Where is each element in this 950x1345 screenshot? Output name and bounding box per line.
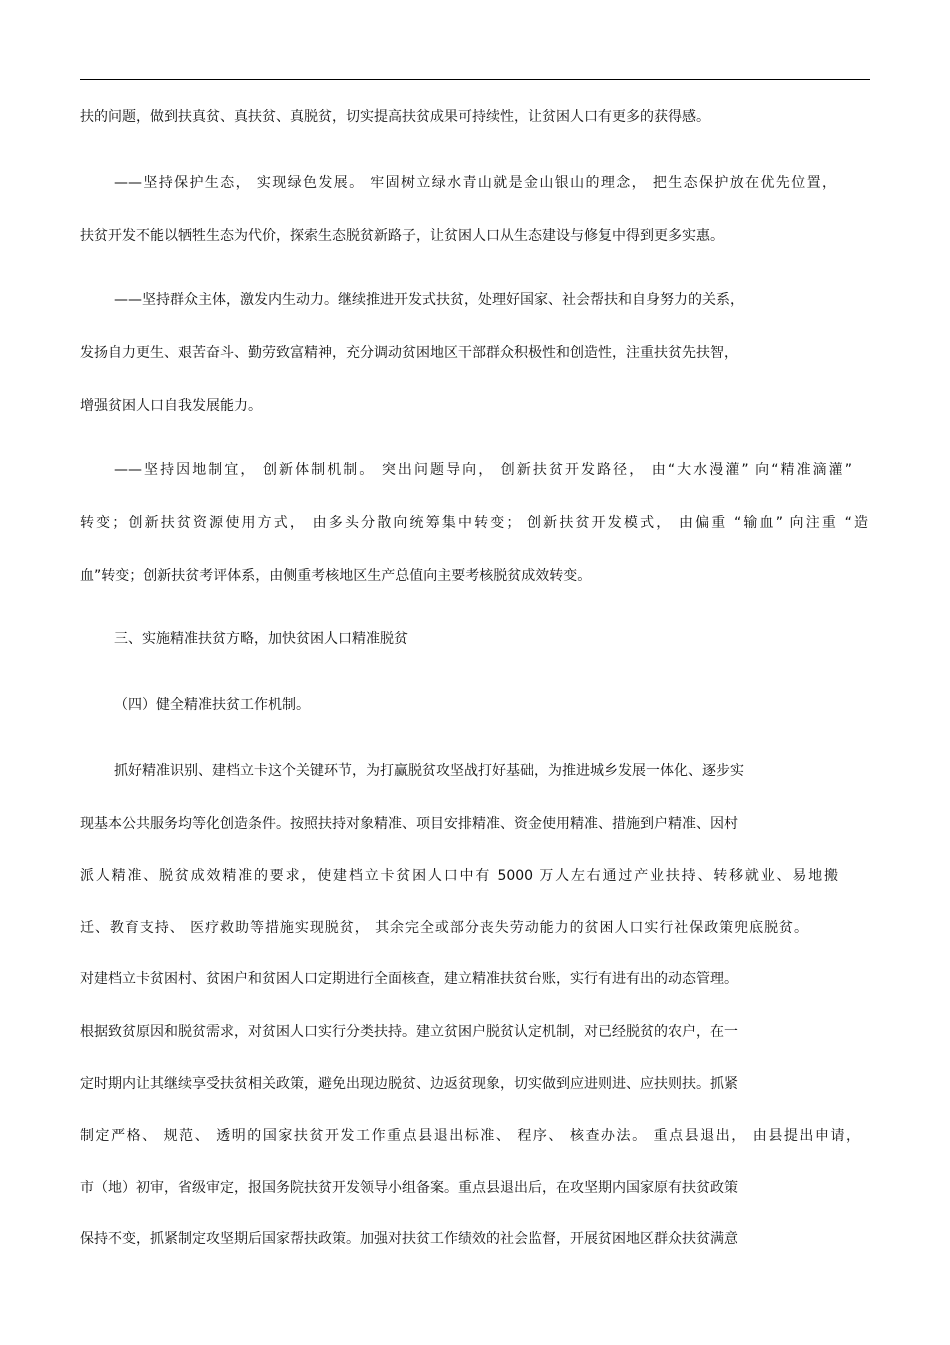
text-line-12: 抓好精准识别、建档立卡这个关键环节，为打赢脱贫攻坚战打好基础，为推进城乡发展一体化、逐步实 (114, 763, 744, 779)
section-heading: 三、实施精准扶贫方略，加快贫困人口精准脱贫 (114, 631, 408, 647)
subsection-heading: （四）健全精准扶贫工作机制。 (114, 697, 310, 713)
text-line-5: 发扬自力更生、艰苦奋斗、勤劳致富精神，充分调动贫困地区干部群众积极性和创造性，注重扶贫先扶智， (80, 345, 738, 361)
text-line-13: 现基本公共服务均等化创造条件。按照扶持对象精准、项目安排精准、资金使用精准、措施到户精准、因村 (80, 816, 738, 832)
text-line-18: 定时期内让其继续享受扶贫相关政策，避免出现边脱贫、边返贫现象，切实做到应进则进、应扶则扶。抓紧 (80, 1076, 738, 1092)
header-rule (80, 79, 870, 80)
text-line-1: 扶的问题，做到扶真贫、真扶贫、真脱贫，切实提高扶贫成果可持续性，让贫困人口有更多的获得感。 (80, 109, 710, 125)
text-line-21: 保持不变，抓紧制定攻坚期后国家帮扶政策。加强对扶贫工作绩效的社会监督，开展贫困地区群众扶贫满意 (80, 1231, 738, 1247)
text-line-3: 扶贫开发不能以牺牲生态为代价，探索生态脱贫新路子，让贫困人口从生态建设与修复中得到更多实惠。 (80, 228, 724, 244)
text-line-14: 派人精准、脱贫成效精准的要求，使建档立卡贫困人口中有 5000 万人左右通过产业扶持、转移就业、易地搬 (80, 868, 838, 884)
text-line-7: ——坚持因地制宜， 创新体制机制。 突出问题导向， 创新扶贫开发路径， 由“大水漫灌” 向“精准滴灌” (114, 462, 852, 478)
text-line-15: 迁、教育支持、 医疗救助等措施实现脱贫， 其余完全或部分丧失劳动能力的贫困人口实行社保政策兜底脱贫。 (80, 920, 808, 936)
text-line-8: 转变；创新扶贫资源使用方式， 由多头分散向统筹集中转变； 创新扶贫开发模式， 由偏重 “输血” 向注重 “造 (80, 515, 868, 531)
text-line-20: 市（地）初审，省级审定，报国务院扶贫开发领导小组备案。重点县退出后，在攻坚期内国家原有扶贫政策 (80, 1180, 738, 1196)
text-line-2: ——坚持保护生态， 实现绿色发展。 牢固树立绿水青山就是金山银山的理念， 把生态保护放在优先位置， (114, 175, 836, 191)
text-line-17: 根据致贫原因和脱贫需求，对贫困人口实行分类扶持。建立贫困户脱贫认定机制，对已经脱贫的农户，在一 (80, 1024, 738, 1040)
text-line-6: 增强贫困人口自我发展能力。 (80, 398, 262, 414)
text-line-9: 血”转变；创新扶贫考评体系，由侧重考核地区生产总值向主要考核脱贫成效转变。 (80, 568, 592, 584)
text-line-16: 对建档立卡贫困村、贫困户和贫困人口定期进行全面核查，建立精准扶贫台账，实行有进有出的动态管理。 (80, 971, 738, 987)
text-line-4: ——坚持群众主体，激发内生动力。继续推进开发式扶贫，处理好国家、社会帮扶和自身努力的关系， (114, 292, 744, 308)
text-line-19: 制定严格、 规范、 透明的国家扶贫开发工作重点县退出标准、 程序、 核查办法。 重点县退出， 由县提出申请， (80, 1128, 860, 1144)
